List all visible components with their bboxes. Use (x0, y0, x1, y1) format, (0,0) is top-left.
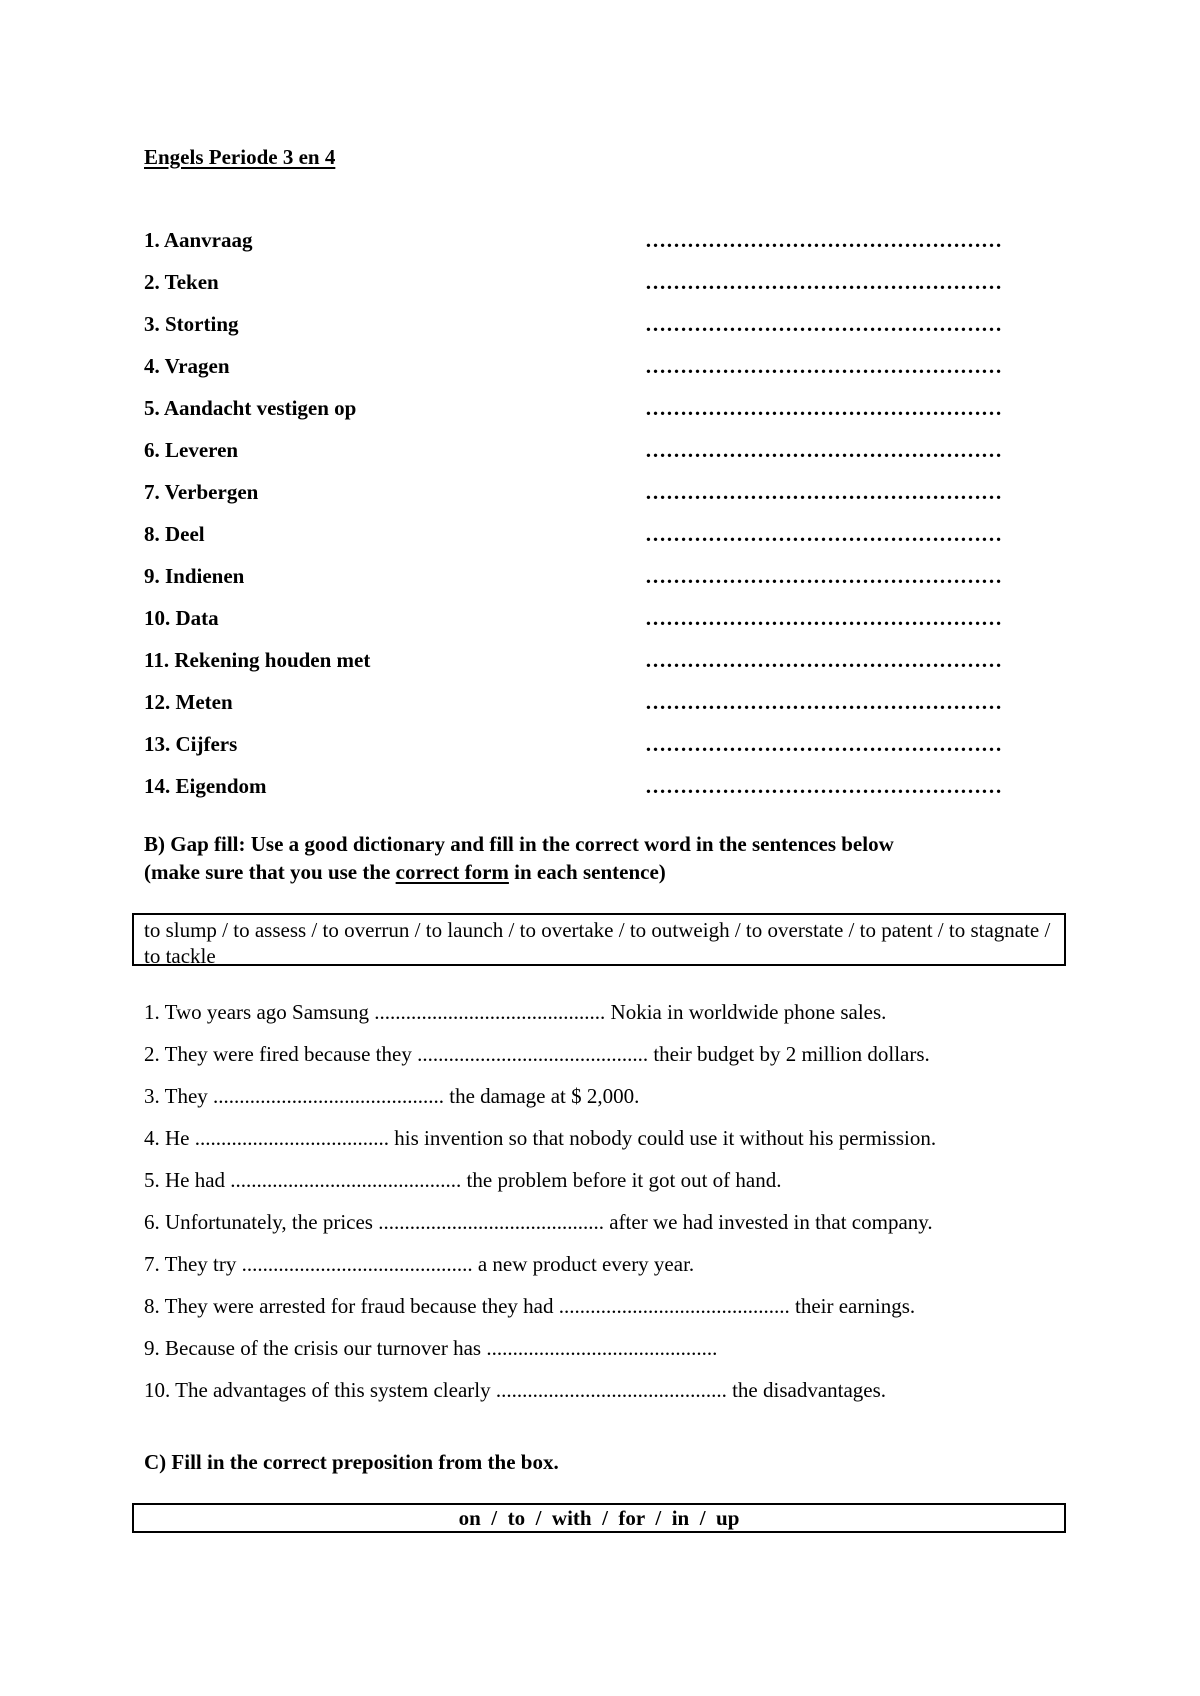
vocab-term: 5. Aandacht vestigen op (144, 396, 357, 420)
gap-sentence: 6. Unfortunately, the prices ........................................... after we had invested in that company. (144, 1210, 933, 1234)
vocab-row (144, 648, 1064, 690)
page-title: Engels Periode 3 en 4 (144, 145, 336, 169)
gap-sentence: 4. He ..................................... his invention so that nobody could use it without his permission. (144, 1126, 937, 1150)
gap-sentence: 2. They were fired because they ............................................ their budget by 2 million dollars. (144, 1042, 930, 1066)
gap-sentence: 3. They ............................................ the damage at $ 2,000. (144, 1084, 640, 1108)
heading-line2-after: in each sentence) (508, 860, 666, 884)
gap-sentence: 5. He had ............................................ the problem before it got out of hand. (144, 1168, 782, 1192)
answer-blank: …………………………………………… (645, 480, 1002, 504)
vocab-list (144, 228, 1064, 816)
vocab-term: 13. Cijfers (144, 732, 238, 756)
gap-sentence: 1. Two years ago Samsung ............................................ Nokia in worldwide phone sales. (144, 1000, 887, 1024)
vocab-row (144, 774, 1064, 816)
answer-blank: …………………………………………… (645, 606, 1002, 630)
vocab-row (144, 270, 1064, 312)
heading-line2-underlined: correct form (395, 860, 509, 884)
vocab-row (144, 480, 1064, 522)
vocab-term: 6. Leveren (144, 438, 239, 462)
heading-line2-before: (make sure that you use the (144, 860, 396, 884)
vocab-term: 12. Meten (144, 690, 233, 714)
preposition-box: on / to / with / for / in / up (132, 1503, 1066, 1533)
vocab-row (144, 354, 1064, 396)
gap-sentence: 7. They try ............................................ a new product every year. (144, 1252, 695, 1276)
section-b-heading-line1: B) Gap fill: Use a good dictionary and fill in the correct word in the sentences below (144, 832, 894, 856)
section-b-heading-line2 (144, 858, 1064, 886)
answer-blank: …………………………………………… (645, 312, 1002, 336)
gap-sentence: 9. Because of the crisis our turnover has ............................................ (144, 1336, 718, 1360)
vocab-row (144, 732, 1064, 774)
gap-sentence: 10. The advantages of this system clearly ............................................ the disadvantages. (144, 1378, 887, 1402)
answer-blank: …………………………………………… (645, 396, 1002, 420)
vocab-term: 7. Verbergen (144, 480, 259, 504)
section-b-heading (144, 830, 1064, 886)
vocab-row (144, 522, 1064, 564)
vocab-term: 14. Eigendom (144, 774, 267, 798)
answer-blank: …………………………………………… (645, 438, 1002, 462)
gap-sentence: 8. They were arrested for fraud because they had ............................................ their earnings. (144, 1294, 916, 1318)
vocab-row (144, 564, 1064, 606)
answer-blank: …………………………………………… (645, 774, 1002, 798)
vocab-term: 9. Indienen (144, 564, 245, 588)
vocab-row (144, 312, 1064, 354)
vocab-row (144, 690, 1064, 732)
vocab-row (144, 606, 1064, 648)
word-box: to slump / to assess / to overrun / to launch / to overtake / to outweigh / to overstate / to patent / to stagnate / to tackle (132, 913, 1066, 966)
vocab-term: 1. Aanvraag (144, 228, 253, 252)
answer-blank: …………………………………………… (645, 228, 1002, 252)
gap-fill-list (144, 1000, 1084, 1420)
vocab-term: 3. Storting (144, 312, 239, 336)
answer-blank: …………………………………………… (645, 564, 1002, 588)
answer-blank: …………………………………………… (645, 732, 1002, 756)
answer-blank: …………………………………………… (645, 648, 1002, 672)
section-c-heading: C) Fill in the correct preposition from the box. (144, 1450, 559, 1474)
vocab-term: 2. Teken (144, 270, 219, 294)
vocab-row (144, 396, 1064, 438)
vocab-row (144, 438, 1064, 480)
answer-blank: …………………………………………… (645, 270, 1002, 294)
vocab-row (144, 228, 1064, 270)
answer-blank: …………………………………………… (645, 354, 1002, 378)
answer-blank: …………………………………………… (645, 522, 1002, 546)
vocab-term: 4. Vragen (144, 354, 230, 378)
answer-blank: …………………………………………… (645, 690, 1002, 714)
vocab-term: 10. Data (144, 606, 219, 630)
vocab-term: 11. Rekening houden met (144, 648, 371, 672)
vocab-term: 8. Deel (144, 522, 205, 546)
